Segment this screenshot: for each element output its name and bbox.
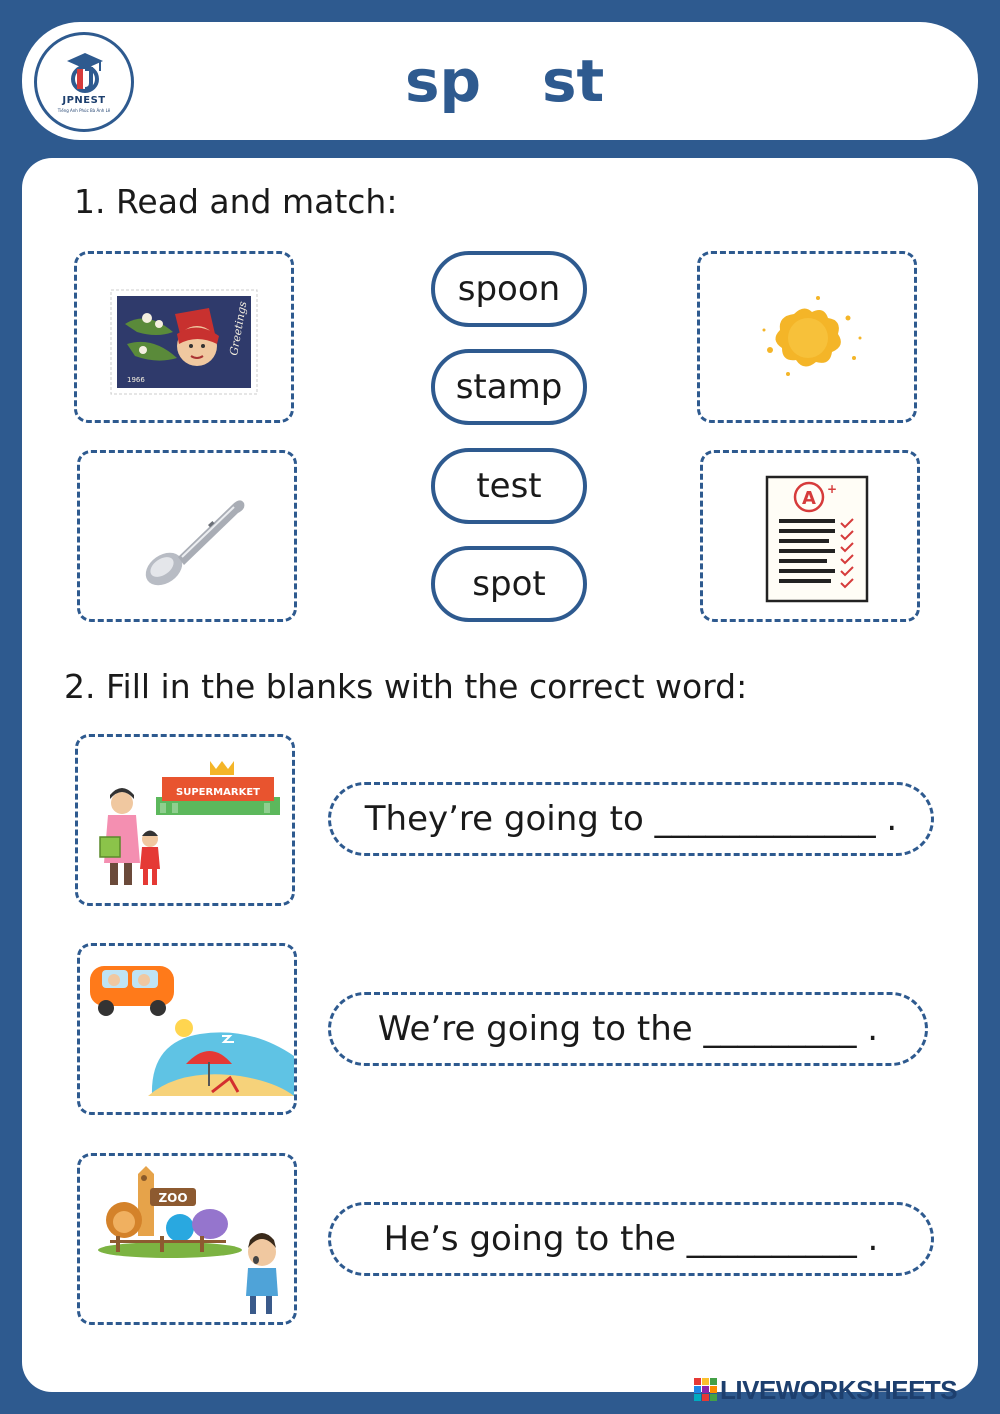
image-card-spot[interactable] — [697, 251, 917, 423]
zoo-picture — [80, 1156, 297, 1325]
image-card-supermarket — [75, 734, 295, 906]
stamp-greeting-text: Greetings — [227, 300, 250, 357]
watermark-text: LIVEWORKSHEETS — [720, 1375, 958, 1405]
svg-text:+: + — [827, 482, 838, 496]
zoo-sign-text: ZOO — [158, 1191, 188, 1205]
graduation-cap-icon — [65, 51, 105, 93]
sentence-beach[interactable]: We’re going to the _________ . — [328, 992, 928, 1066]
stamp-picture — [77, 254, 294, 423]
test-paper-picture — [703, 453, 920, 622]
spoon-picture — [80, 453, 297, 622]
word-spoon[interactable]: spoon — [431, 251, 587, 327]
section1-heading: 1. Read and match: — [74, 182, 398, 221]
stamp-year-text: 1966 — [127, 376, 145, 384]
spot-picture — [700, 254, 917, 423]
section2-heading: 2. Fill in the blanks with the correct word: — [64, 667, 748, 706]
word-spot[interactable]: spot — [431, 546, 587, 622]
title-sp: sp — [405, 47, 482, 115]
image-card-test[interactable] — [700, 450, 920, 622]
header-banner — [22, 22, 978, 140]
image-card-beach — [77, 943, 297, 1115]
title-st: st — [542, 47, 605, 115]
beach-trip-picture — [80, 946, 297, 1115]
svg-text:A: A — [802, 488, 816, 509]
sentence-supermarket[interactable]: They’re going to _____________ . — [328, 782, 934, 856]
supermarket-sign-text: SUPERMARKET — [176, 787, 260, 798]
logo-subtext: Tiếng Anh Phúc Bà Ánh Lê — [57, 108, 111, 113]
image-card-stamp[interactable] — [74, 251, 294, 423]
liveworksheets-logo-icon — [694, 1378, 718, 1402]
image-card-spoon[interactable] — [77, 450, 297, 622]
word-stamp[interactable]: stamp — [431, 349, 587, 425]
sentence-zoo[interactable]: He’s going to the __________ . — [328, 1202, 934, 1276]
jpnest-logo — [34, 32, 134, 132]
supermarket-picture — [78, 737, 295, 906]
image-card-zoo — [77, 1153, 297, 1325]
logo-text: JPNEST — [62, 95, 106, 106]
worksheet-panel — [22, 158, 978, 1392]
word-test[interactable]: test — [431, 448, 587, 524]
liveworksheets-watermark — [694, 1372, 994, 1408]
